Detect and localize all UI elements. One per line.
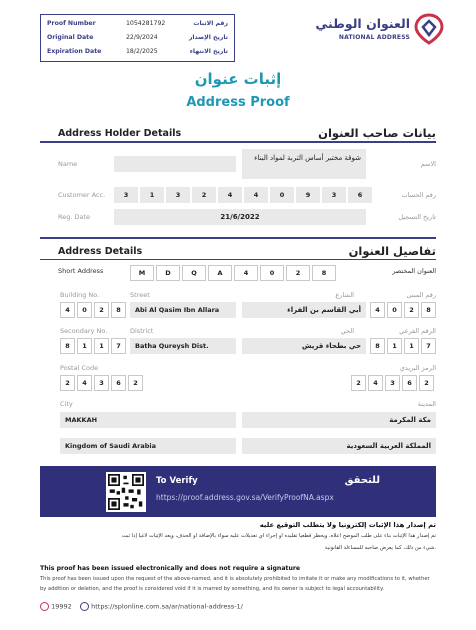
- building-no-digit-ar: 4: [370, 302, 385, 318]
- customer-acc-digit: 6: [348, 187, 372, 203]
- proof-number-row: [41, 20, 234, 32]
- secondary-no-digits-ar: [370, 338, 436, 354]
- note-ar-bold: تم إصدار هذا الإثبات إلكترونيا ولا يتطلب التوقيع عليه: [259, 521, 436, 529]
- district-value-ar: حي بطحاء قريش: [242, 338, 366, 354]
- building-no-digit: 8: [111, 302, 126, 318]
- postal-code-digit: 2: [128, 375, 143, 391]
- holder-divider: [40, 141, 436, 143]
- postal-code-digits-ar: [351, 375, 434, 391]
- postal-code-digit: 6: [111, 375, 126, 391]
- address-heading-ar: تفاصيل العنوان: [348, 244, 436, 258]
- note-ar-line1: تم إصدار هذا الإثبات بناء على طلب الموضح أعلاه، ويحظر قطعيا تقليده أو إجراء أي تعديلات عليه سواء بالإضافة أو الحذف، ويعد الإثبات لاغيا إذا ثبت: [121, 533, 436, 539]
- phone-icon: [40, 602, 49, 611]
- customer-acc-digit: 4: [218, 187, 242, 203]
- globe-icon: [80, 602, 89, 611]
- postal-code-digit: 2: [60, 375, 75, 391]
- footer-phone: 19992: [51, 602, 72, 611]
- district-value: Batha Qureysh Dist.: [130, 338, 236, 354]
- postal-code-digit: 3: [94, 375, 109, 391]
- short-address-char: 2: [286, 265, 310, 281]
- secondary-no-digit: 1: [77, 338, 92, 354]
- district-label-ar: الحي: [340, 327, 354, 335]
- note-en-line2: by addition or deletion, and the proof is considered void if it is marred by something, and its owner is subject to legal accountability.: [40, 586, 385, 592]
- building-no-digit: 4: [60, 302, 75, 318]
- postal-code-label: Postal Code: [60, 364, 99, 372]
- proof-number-value: 1054281792: [126, 20, 166, 27]
- name-label-ar: الاسم: [420, 160, 436, 168]
- qr-code-icon[interactable]: [106, 472, 146, 512]
- secondary-no-digit-ar: 1: [404, 338, 419, 354]
- proof-number-label: Proof Number: [47, 20, 96, 27]
- building-no-digit: 0: [77, 302, 92, 318]
- short-address-char: 0: [260, 265, 284, 281]
- building-no-digit-ar: 8: [421, 302, 436, 318]
- short-address-char: 8: [312, 265, 336, 281]
- reg-date-label: Reg. Date: [58, 213, 91, 221]
- customer-acc-digit: 3: [166, 187, 190, 203]
- reg-date-label-ar: تاريخ التسجيل: [398, 213, 436, 221]
- expiration-date-label: Expiration Date: [47, 48, 102, 55]
- secondary-no-digit-ar: 1: [387, 338, 402, 354]
- logo-text-ar: العنوان الوطني: [315, 16, 410, 31]
- postal-code-digit: 4: [77, 375, 92, 391]
- city-value: MAKKAH: [60, 412, 236, 428]
- address-heading-en: Address Details: [58, 246, 143, 257]
- name-value-ar: شوقة مختبر أساس التربة لمواد البناء: [242, 149, 366, 179]
- city-label: City: [60, 400, 73, 408]
- verify-label-ar: للتحقق: [344, 475, 380, 486]
- footer: [40, 602, 436, 614]
- postal-code-digit-ar: 2: [351, 375, 366, 391]
- customer-acc-digit: 3: [114, 187, 138, 203]
- short-address-char: Q: [182, 265, 206, 281]
- building-no-digits: [60, 302, 126, 318]
- note-en-bold: This proof has been issued electronically and does not require a signature: [40, 565, 301, 572]
- verify-link[interactable]: https://proof.address.gov.sa/VerifyProofNA.aspx: [156, 493, 334, 502]
- customer-acc-digits: [114, 187, 372, 203]
- city-label-ar: المدينة: [417, 400, 436, 408]
- original-date-value: 22/9/2024: [126, 34, 158, 41]
- national-address-logo-icon: [414, 13, 444, 45]
- secondary-no-digit: 7: [111, 338, 126, 354]
- building-no-digit-ar: 0: [387, 302, 402, 318]
- secondary-no-label-ar: الرقم الفرعي: [399, 327, 436, 335]
- short-address-char: 4: [234, 265, 258, 281]
- secondary-no-digit-ar: 7: [421, 338, 436, 354]
- customer-acc-digit: 1: [140, 187, 164, 203]
- building-no-label: Building No.: [60, 291, 100, 299]
- customer-acc-digit: 0: [270, 187, 294, 203]
- short-address-label: Short Address: [58, 267, 104, 275]
- postal-code-digit-ar: 4: [368, 375, 383, 391]
- customer-acc-digit: 3: [322, 187, 346, 203]
- building-no-digit: 2: [94, 302, 109, 318]
- customer-acc-label: Customer Acc.: [58, 191, 106, 199]
- original-date-label: Original Date: [47, 34, 94, 41]
- secondary-no-label: Secondary No.: [60, 327, 108, 335]
- secondary-no-digit: 1: [94, 338, 109, 354]
- street-value: Abi Al Qasim Ibn Allara: [130, 302, 236, 318]
- short-address-label-ar: العنوان المختصر: [392, 267, 436, 275]
- footer-url[interactable]: https://splonline.com.sa/ar/national-address-1/: [91, 602, 243, 611]
- building-no-label-ar: رقم المبنى: [406, 291, 436, 299]
- original-date-row: [41, 34, 234, 46]
- customer-acc-digit: 9: [296, 187, 320, 203]
- expiration-date-row: [41, 48, 234, 60]
- postal-code-digits: [60, 375, 143, 391]
- street-value-ar: أبي القاسم بن الفراء: [242, 302, 366, 318]
- name-field-empty: [114, 156, 236, 172]
- country-value: Kingdom of Saudi Arabia: [60, 438, 236, 454]
- country-value-ar: المملكة العربية السعودية: [242, 438, 436, 454]
- logo-text-en: NATIONAL ADDRESS: [338, 34, 410, 41]
- secondary-no-digit-ar: 8: [370, 338, 385, 354]
- customer-acc-label-ar: رقم الحساب: [401, 191, 436, 199]
- page-title-ar: إثبات عنوان: [194, 70, 282, 88]
- postal-code-digit-ar: 6: [402, 375, 417, 391]
- building-no-digits-ar: [370, 302, 436, 318]
- name-label: Name: [58, 160, 78, 168]
- page-title-en: Address Proof: [186, 95, 290, 110]
- building-no-digit-ar: 2: [404, 302, 419, 318]
- address-divider: [40, 259, 436, 260]
- secondary-no-digit: 8: [60, 338, 75, 354]
- short-address-char: A: [208, 265, 232, 281]
- original-date-label-ar: تاريخ الإصدار: [188, 34, 228, 41]
- customer-acc-digit: 4: [244, 187, 268, 203]
- secondary-no-digits: [60, 338, 126, 354]
- postal-code-digit-ar: 3: [385, 375, 400, 391]
- note-ar-line2: شيء من ذلك، كما يعرض صاحبه للمساءلة القانونية.: [324, 545, 436, 551]
- note-en-line1: This proof has been issued upon the request of the above-named, and it is absolutely prohibited to imitate it or make any modifications to it, whether: [40, 576, 430, 582]
- expiration-date-value: 18/2/2025: [126, 48, 158, 55]
- postal-code-digit-ar: 2: [419, 375, 434, 391]
- street-label-ar: الشارع: [335, 291, 354, 299]
- expiration-date-label-ar: تاريخ الانتهاء: [189, 48, 228, 55]
- short-address-chars: [130, 265, 336, 281]
- holder-heading-en: Address Holder Details: [58, 128, 182, 139]
- short-address-char: M: [130, 265, 154, 281]
- document-meta-box: [40, 14, 235, 62]
- verify-label-en: To Verify: [156, 476, 198, 486]
- holder-heading-ar: بيانات صاحب العنوان: [318, 126, 436, 140]
- address-top-divider: [40, 237, 436, 239]
- verify-banner: [40, 466, 436, 517]
- reg-date-value: 21/6/2022: [114, 209, 366, 225]
- short-address-char: D: [156, 265, 180, 281]
- district-label: District: [130, 327, 154, 335]
- customer-acc-digit: 2: [192, 187, 216, 203]
- proof-number-label-ar: رقم الاثبات: [193, 20, 228, 27]
- postal-code-label-ar: الرمز البريدي: [399, 364, 436, 372]
- street-label: Street: [130, 291, 150, 299]
- city-value-ar: مكة المكرمة: [242, 412, 436, 428]
